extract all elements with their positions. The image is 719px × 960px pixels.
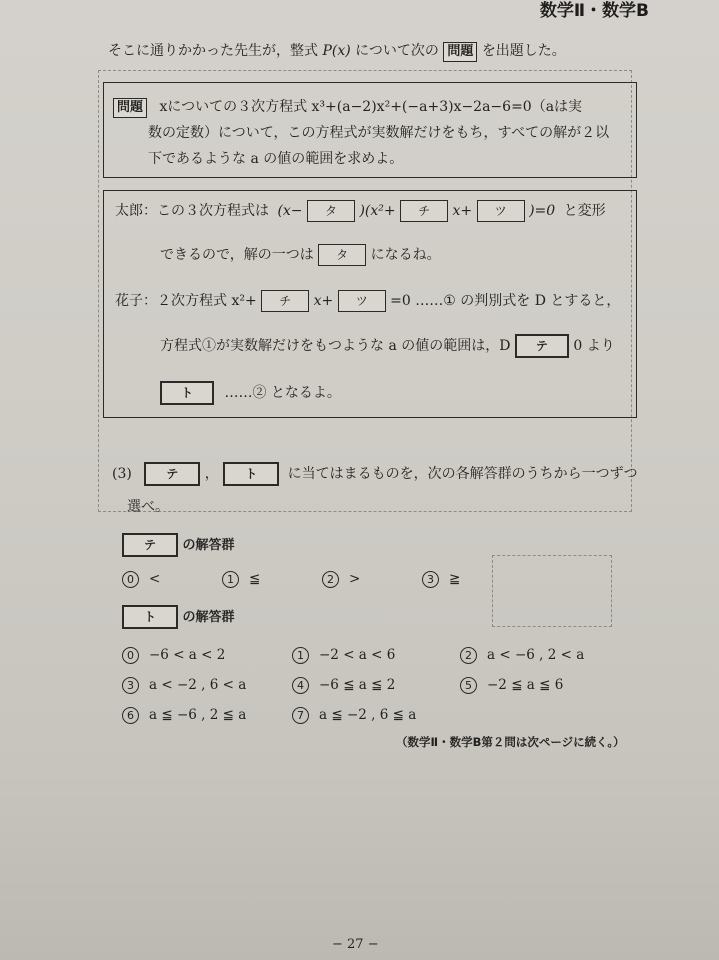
answer-box-ta[interactable]: タ — [307, 200, 355, 222]
option-to-4[interactable] — [292, 677, 395, 694]
page-header: 数学Ⅱ・数学B — [539, 1, 649, 21]
option-text: a ≦ −6 , 2 ≦ a — [149, 707, 247, 723]
intro-text-3: を出題した。 — [481, 43, 566, 59]
option-to-2[interactable] — [460, 647, 584, 664]
option-text: a < −6 , 2 < a — [487, 647, 585, 663]
q3-separator: ， — [204, 466, 219, 482]
problem-label: 問題 — [113, 98, 147, 118]
hanako-text-1c: =0 ……① の判別式を D とすると， — [390, 293, 621, 309]
taro-line-1 — [115, 200, 606, 222]
option-text: −2 < a < 6 — [319, 647, 396, 663]
option-te-0[interactable] — [122, 571, 160, 588]
bleed-through-frame — [492, 555, 612, 627]
option-text: −6 < a < 2 — [149, 647, 226, 663]
hanako-text-3: ……② となるよ。 — [224, 385, 341, 401]
continued-note: （数学Ⅱ・数学B第２問は次ページに続く。） — [396, 735, 625, 749]
option-text: < — [149, 571, 161, 587]
option-to-7[interactable] — [292, 707, 416, 724]
group-to-title — [122, 605, 234, 629]
question-3-number: (3) — [112, 466, 132, 482]
hanako-line-2 — [160, 334, 615, 358]
option-number: 3 — [122, 677, 139, 694]
taro-text-2b: になるね。 — [370, 247, 441, 263]
option-te-2[interactable] — [322, 571, 360, 588]
hanako-text-2: 方程式①が実数解だけをもつような a の値の範囲は，D — [160, 338, 511, 354]
problem-line-1 — [113, 96, 582, 118]
question-3-line-2: 選べ。 — [127, 499, 169, 515]
page-number: − 27 − — [332, 937, 379, 952]
hanako-text-1b: x+ — [313, 293, 334, 309]
hanako-text-1: 花子：２次方程式 x²+ — [115, 293, 257, 309]
option-number: 0 — [122, 571, 139, 588]
option-number: 1 — [222, 571, 239, 588]
taro-tail: と変形 — [563, 203, 606, 219]
option-number: 1 — [292, 647, 309, 664]
intro-poly: P(x) — [322, 43, 351, 59]
taro-text-1: 太郎：この３次方程式は — [115, 203, 269, 219]
option-to-1[interactable] — [292, 647, 395, 664]
option-to-3[interactable] — [122, 677, 246, 694]
group-te-title-text: の解答群 — [182, 538, 235, 553]
q3-text-1: に当てはまるものを，次の各解答群のうちから一つずつ — [287, 466, 638, 482]
intro-line — [108, 40, 566, 62]
group-to-box: ト — [122, 605, 178, 629]
option-text: −6 ≦ a ≦ 2 — [319, 677, 396, 693]
option-number: 3 — [422, 571, 439, 588]
option-text: ≦ — [249, 571, 261, 587]
option-to-6[interactable] — [122, 707, 246, 724]
hanako-line-1 — [115, 290, 620, 312]
taro-eq-a: (x− — [277, 203, 303, 219]
taro-text-2a: できるので，解の一つは — [160, 247, 314, 263]
option-text: ≧ — [449, 571, 461, 587]
option-text: a < −2 , 6 < a — [149, 677, 247, 693]
taro-eq-c: x+ — [452, 203, 473, 219]
group-te-title — [122, 533, 234, 557]
option-text: a ≦ −2 , 6 ≦ a — [319, 707, 417, 723]
taro-eq-b: )(x²+ — [359, 203, 396, 219]
option-text: −2 ≦ a ≦ 6 — [487, 677, 564, 693]
taro-line-2 — [160, 244, 441, 266]
intro-text-2: について次の — [355, 43, 439, 59]
option-number: 7 — [292, 707, 309, 724]
answer-box-ta-2[interactable]: タ — [318, 244, 366, 266]
option-number: 0 — [122, 647, 139, 664]
group-to-title-text: の解答群 — [182, 610, 235, 625]
option-to-5[interactable] — [460, 677, 563, 694]
answer-box-chi-2[interactable]: チ — [261, 290, 309, 312]
answer-box-to[interactable]: ト — [160, 381, 214, 405]
hanako-line-3 — [160, 381, 341, 405]
option-to-0[interactable] — [122, 647, 225, 664]
answer-box-chi[interactable]: チ — [400, 200, 448, 222]
problem-line-3: 下であるような a の値の範囲を求めよ。 — [148, 151, 404, 167]
question-3-line-1 — [112, 462, 638, 486]
option-number: 6 — [122, 707, 139, 724]
option-te-1[interactable] — [222, 571, 260, 588]
problem-text-1: xについての３次方程式 x³+(a−2)x²+(−a+3)x−2a−6=0（aは実 — [159, 99, 583, 115]
option-text: > — [349, 571, 361, 587]
option-te-3[interactable] — [422, 571, 460, 588]
option-number: 2 — [322, 571, 339, 588]
answer-box-tsu[interactable]: ツ — [477, 200, 525, 222]
intro-problem-label: 問題 — [443, 42, 477, 62]
option-number: 5 — [460, 677, 477, 694]
intro-text-1: そこに通りかかった先生が，整式 — [108, 43, 318, 59]
answer-box-te[interactable]: テ — [515, 334, 569, 358]
q3-box-te[interactable]: テ — [144, 462, 200, 486]
hanako-text-2b: 0 より — [573, 338, 615, 354]
q3-box-to[interactable]: ト — [223, 462, 279, 486]
taro-eq-d: )=0 — [529, 203, 556, 219]
option-number: 2 — [460, 647, 477, 664]
answer-box-tsu-2[interactable]: ツ — [338, 290, 386, 312]
group-te-box: テ — [122, 533, 178, 557]
option-number: 4 — [292, 677, 309, 694]
problem-line-2: 数の定数）について，この方程式が実数解だけをもち，すべての解が２以 — [148, 125, 610, 141]
